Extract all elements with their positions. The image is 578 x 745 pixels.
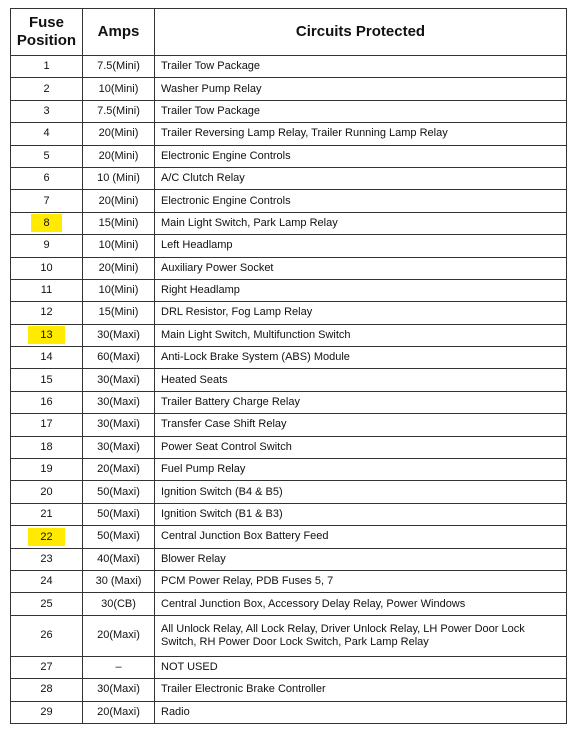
fuse-position-cell	[11, 570, 83, 592]
fuse-position: 17	[40, 418, 53, 431]
header-row	[11, 9, 567, 56]
fuse-circuit-cell: Ignition Switch (B4 & B5)	[155, 481, 567, 503]
table-row	[11, 656, 567, 678]
fuse-position: 6	[43, 172, 50, 185]
fuse-amps-cell: 30(Maxi)	[83, 679, 155, 701]
fuse-position: 2	[43, 82, 50, 95]
fuse-position: 11	[40, 284, 53, 297]
fuse-position: 21	[40, 508, 53, 520]
table-row	[11, 257, 567, 279]
fuse-position: 29	[40, 705, 53, 718]
table-row	[11, 369, 567, 391]
fuse-position: 20	[40, 485, 53, 498]
table-row	[11, 503, 567, 525]
table-row	[11, 679, 567, 701]
fuse-amps-cell: 20(Maxi)	[83, 615, 155, 656]
fuse-position: 4	[43, 127, 50, 140]
fuse-circuit-cell: Trailer Tow Package	[155, 100, 567, 122]
fuse-position-cell	[11, 548, 83, 570]
fuse-position: 3	[43, 104, 50, 117]
fuse-position: 5	[43, 149, 50, 162]
table-row	[11, 56, 567, 78]
fuse-position: 10	[40, 261, 53, 274]
table-row	[11, 190, 567, 212]
fuse-circuit-cell: Right Headlamp	[155, 279, 567, 301]
fuse-amps-cell: 30 (Maxi)	[83, 570, 155, 592]
fuse-position-cell	[11, 436, 83, 458]
fuse-position: 1	[43, 60, 50, 73]
fuse-position-cell	[11, 123, 83, 145]
table-row	[11, 436, 567, 458]
header-circuits-protected: Circuits Protected	[155, 9, 567, 56]
fuse-position-highlighted: 8	[31, 214, 61, 232]
fuse-circuit-cell: Trailer Battery Charge Relay	[155, 391, 567, 413]
fuse-position-cell	[11, 167, 83, 189]
table-row	[11, 347, 567, 369]
fuse-circuit-cell: Central Junction Box, Accessory Delay Relay, Power Windows	[155, 593, 567, 615]
fuse-position: 9	[43, 239, 50, 252]
table-row	[11, 548, 567, 570]
table-row	[11, 414, 567, 436]
fuse-circuit-cell: DRL Resistor, Fog Lamp Relay	[155, 302, 567, 324]
fuse-amps-cell: 30(Maxi)	[83, 324, 155, 346]
fuse-table-body	[11, 56, 567, 724]
fuse-table-container	[10, 8, 566, 724]
fuse-position-highlighted: 22	[28, 528, 64, 546]
fuse-position-cell	[11, 414, 83, 436]
fuse-circuit-cell: Main Light Switch, Multifunction Switch	[155, 324, 567, 346]
fuse-position-cell	[11, 615, 83, 656]
table-row	[11, 391, 567, 413]
fuse-position-cell	[11, 459, 83, 481]
fuse-circuit-cell: Auxiliary Power Socket	[155, 257, 567, 279]
fuse-amps-cell: 10(Mini)	[83, 235, 155, 257]
fuse-position: 24	[40, 575, 53, 588]
table-row	[11, 78, 567, 100]
table-row	[11, 145, 567, 167]
table-row	[11, 123, 567, 145]
fuse-position-cell	[11, 302, 83, 324]
fuse-circuit-cell: PCM Power Relay, PDB Fuses 5, 7	[155, 570, 567, 592]
fuse-position: 18	[40, 440, 53, 453]
table-row	[11, 100, 567, 122]
fuse-position-highlighted: 13	[28, 326, 64, 344]
fuse-amps-cell: 20(Mini)	[83, 190, 155, 212]
fuse-amps-cell: 20(Maxi)	[83, 701, 155, 723]
fuse-position-cell	[11, 656, 83, 678]
fuse-position-cell	[11, 701, 83, 723]
fuse-amps-cell: 40(Maxi)	[83, 548, 155, 570]
fuse-position-cell	[11, 391, 83, 413]
fuse-amps-cell: –	[83, 656, 155, 678]
fuse-circuit-cell: Main Light Switch, Park Lamp Relay	[155, 212, 567, 234]
header-fuse-position	[11, 9, 83, 56]
fuse-amps-cell: 20(Mini)	[83, 123, 155, 145]
fuse-circuit-cell: Left Headlamp	[155, 235, 567, 257]
table-row	[11, 570, 567, 592]
fuse-amps-cell: 15(Mini)	[83, 302, 155, 324]
fuse-amps-cell: 20(Maxi)	[83, 459, 155, 481]
fuse-position-cell	[11, 235, 83, 257]
fuse-circuit-cell: Electronic Engine Controls	[155, 145, 567, 167]
table-row	[11, 167, 567, 189]
fuse-position: 15	[40, 373, 53, 386]
fuse-circuit-cell: A/C Clutch Relay	[155, 167, 567, 189]
fuse-circuit-cell: Ignition Switch (B1 & B3)	[155, 503, 567, 525]
fuse-amps-cell: 50(Maxi)	[83, 526, 155, 548]
fuse-position-cell	[11, 145, 83, 167]
fuse-position-cell	[11, 78, 83, 100]
fuse-circuit-cell: Transfer Case Shift Relay	[155, 414, 567, 436]
fuse-circuit-cell: Trailer Electronic Brake Controller	[155, 679, 567, 701]
fuse-position: 7	[43, 194, 50, 207]
fuse-amps-cell: 30(Maxi)	[83, 414, 155, 436]
table-row	[11, 235, 567, 257]
fuse-circuit-cell: Radio	[155, 701, 567, 723]
table-row	[11, 302, 567, 324]
fuse-table	[10, 8, 567, 724]
header-fuse-position-label: Fuse Position	[16, 14, 77, 49]
fuse-position-cell	[11, 347, 83, 369]
table-row	[11, 481, 567, 503]
fuse-circuit-cell: NOT USED	[155, 656, 567, 678]
table-row	[11, 324, 567, 346]
fuse-position-cell	[11, 593, 83, 615]
fuse-circuit-cell: Central Junction Box Battery Feed	[155, 526, 567, 548]
fuse-amps-cell: 15(Mini)	[83, 212, 155, 234]
fuse-circuit-cell: All Unlock Relay, All Lock Relay, Driver Unlock Relay, LH Power Door Lock Switch, RH Power Door Lock Switch, Park Lamp Relay	[155, 615, 567, 656]
fuse-amps-cell: 10 (Mini)	[83, 167, 155, 189]
fuse-position-cell	[11, 100, 83, 122]
fuse-position-cell	[11, 324, 83, 346]
table-row	[11, 701, 567, 723]
fuse-position: 27	[40, 660, 53, 673]
fuse-amps-cell: 30(Maxi)	[83, 436, 155, 458]
fuse-circuit-cell: Anti-Lock Brake System (ABS) Module	[155, 347, 567, 369]
fuse-amps-cell: 20(Mini)	[83, 257, 155, 279]
fuse-position: 25	[40, 597, 53, 610]
table-row	[11, 459, 567, 481]
fuse-amps-cell: 30(Maxi)	[83, 369, 155, 391]
table-row	[11, 593, 567, 615]
fuse-position-cell	[11, 369, 83, 391]
table-row	[11, 615, 567, 656]
fuse-amps-cell: 10(Mini)	[83, 279, 155, 301]
table-row	[11, 212, 567, 234]
table-row	[11, 526, 567, 548]
fuse-amps-cell: 30(CB)	[83, 593, 155, 615]
fuse-position-cell	[11, 257, 83, 279]
fuse-circuit-cell: Power Seat Control Switch	[155, 436, 567, 458]
fuse-amps-cell: 10(Mini)	[83, 78, 155, 100]
fuse-amps-cell: 60(Maxi)	[83, 347, 155, 369]
fuse-position-cell	[11, 212, 83, 234]
table-row	[11, 279, 567, 301]
fuse-position: 26	[40, 629, 53, 642]
fuse-amps-cell: 50(Maxi)	[83, 481, 155, 503]
fuse-position-cell	[11, 279, 83, 301]
fuse-amps-cell: 7.5(Mini)	[83, 56, 155, 78]
fuse-amps-cell: 20(Mini)	[83, 145, 155, 167]
fuse-circuit-cell: Blower Relay	[155, 548, 567, 570]
fuse-position-cell	[11, 679, 83, 701]
fuse-circuit-cell: Heated Seats	[155, 369, 567, 391]
fuse-circuit-cell: Trailer Tow Package	[155, 56, 567, 78]
fuse-position-cell	[11, 526, 83, 548]
header-amps: Amps	[83, 9, 155, 56]
fuse-amps-cell: 30(Maxi)	[83, 391, 155, 413]
fuse-circuit-cell: Trailer Reversing Lamp Relay, Trailer Running Lamp Relay	[155, 123, 567, 145]
fuse-amps-cell: 7.5(Mini)	[83, 100, 155, 122]
fuse-amps-cell: 50(Maxi)	[83, 503, 155, 525]
fuse-circuit-cell: Fuel Pump Relay	[155, 459, 567, 481]
fuse-position: 16	[40, 396, 53, 409]
fuse-position: 23	[40, 552, 53, 565]
fuse-circuit-cell: Washer Pump Relay	[155, 78, 567, 100]
fuse-position-cell	[11, 56, 83, 78]
fuse-position: 14	[40, 351, 53, 364]
fuse-position-cell	[11, 481, 83, 503]
fuse-circuit-cell: Electronic Engine Controls	[155, 190, 567, 212]
fuse-position-cell	[11, 503, 83, 525]
fuse-position: 19	[40, 463, 53, 476]
fuse-position-cell	[11, 190, 83, 212]
fuse-position: 28	[40, 683, 53, 696]
fuse-position: 12	[40, 306, 53, 319]
